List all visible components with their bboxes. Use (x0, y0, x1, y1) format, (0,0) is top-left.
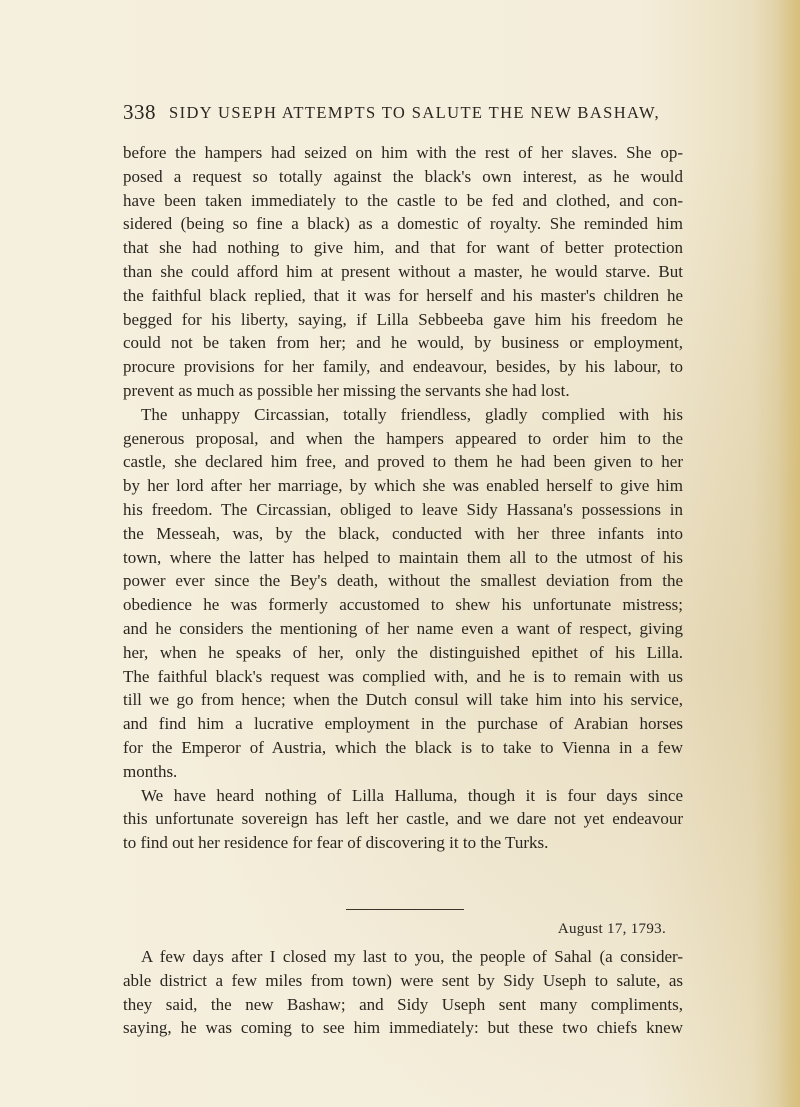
paragraph (123, 403, 683, 784)
body-text (123, 141, 683, 855)
section-divider (346, 909, 464, 910)
text-line: by her lord after her marriage, by which she was enabled herself to give him (123, 476, 683, 496)
text-line: posed a request so totally against the black's own interest, as he would (123, 166, 683, 186)
paragraph (123, 784, 683, 855)
text-line: power ever since the Bey's death, without the smallest deviation from the (123, 571, 683, 591)
page-header (123, 100, 683, 124)
text-line: prevent as much as possible her missing the servants she had lost. (123, 380, 570, 400)
text-line: saying, he was coming to see him immediately: but these two chiefs knew (123, 1018, 683, 1038)
text-line: and find him a lucrative employment in the purchase of Arabian horses (123, 714, 683, 734)
text-line: could not be taken from her; and he would, by business or employment, (123, 333, 683, 353)
paragraph (123, 945, 683, 1040)
text-line: begged for his liberty, saying, if Lilla Sebbeeba gave him his freedom he (123, 309, 683, 329)
text-line: for the Emperor of Austria, which the black is to take to Vienna in a few (123, 737, 683, 757)
text-line: they said, the new Bashaw; and Sidy Useph sent many compliments, (123, 994, 683, 1014)
text-line: her, when he speaks of her, only the distinguished epithet of his Lilla. (123, 642, 683, 662)
text-line: his freedom. The Circassian, obliged to leave Sidy Hassana's possessions in (123, 499, 683, 519)
text-line: this unfortunate sovereign has left her castle, and we dare not yet endeavour (123, 809, 683, 829)
text-line: the Messeah, was, by the black, conducted with her three infants into (123, 523, 683, 543)
letter-text (123, 945, 683, 1040)
text-line: A few days after I closed my last to you, the people of Sahal (a consider- (141, 947, 683, 966)
text-line: to find out her residence for fear of discovering it to the Turks. (123, 833, 549, 853)
page-edge-shading (778, 0, 800, 1107)
text-line: We have heard nothing of Lilla Halluma, though it is four days since (141, 785, 683, 805)
text-line: able district a few miles from town) were sent by Sidy Useph to salute, as (123, 970, 683, 990)
running-head: SIDY USEPH ATTEMPTS TO SALUTE THE NEW BASHAW, (169, 103, 661, 122)
text-line: sidered (being so fine a black) as a domestic of royalty. She reminded him (123, 214, 683, 234)
text-line: till we go from hence; when the Dutch consul will take him into his service, (123, 690, 683, 710)
page-number: 338 (123, 100, 156, 124)
text-line: obedience he was formerly accustomed to shew his unfortunate mistress; (123, 595, 683, 615)
text-line: before the hampers had seized on him with the rest of her slaves. She op- (123, 143, 683, 162)
text-line: generous proposal, and when the hampers appeared to order him to the (123, 428, 683, 448)
letter-dateline: August 17, 1793. (557, 921, 666, 937)
text-line: than she could afford him at present without a master, he would starve. But (123, 261, 683, 281)
text-line: procure provisions for her family, and endeavour, besides, by his labour, to (123, 357, 683, 377)
paragraph (123, 141, 683, 403)
text-line: the faithful black replied, that it was for herself and his master's children he (123, 285, 683, 305)
text-line: town, where the latter has helped to maintain them all to the utmost of his (123, 547, 683, 567)
text-line: The faithful black's request was complied with, and he is to remain with us (123, 666, 683, 686)
text-line: months. (123, 761, 178, 781)
text-line: castle, she declared him free, and proved to them he had been given to her (123, 452, 683, 472)
text-line: and he considers the mentioning of her name even a want of respect, giving (123, 618, 683, 638)
text-line: have been taken immediately to the castle to be fed and clothed, and con- (123, 190, 683, 210)
text-line: The unhappy Circassian, totally friendless, gladly complied with his (141, 404, 683, 424)
text-line: that she had nothing to give him, and that for want of better protection (123, 238, 683, 258)
